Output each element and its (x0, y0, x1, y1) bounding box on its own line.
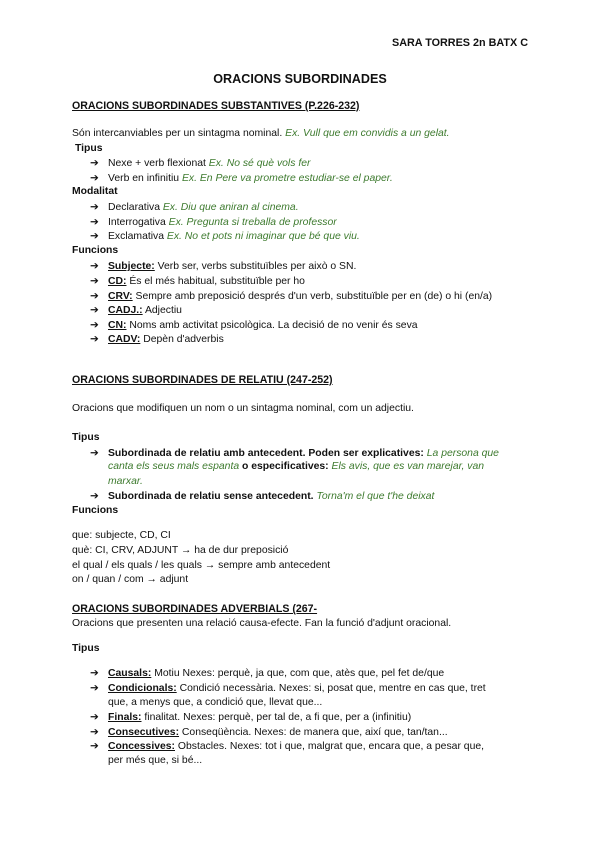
arrow-icon: ➔ (90, 727, 99, 738)
arrow-icon: ➔ (90, 158, 99, 169)
list-item: ➔ CRV: Sempre amb preposició després d'un verb, substituïble per en (de) o hi (en/a) (90, 291, 493, 302)
section-heading-adverbials: ORACIONS SUBORDINADES ADVERBIALS (267- (72, 603, 318, 615)
list-item-continuation: per més que, si bé... (108, 755, 203, 766)
list-item: ➔ Interrogativa Ex. Pregunta si treballa de professor (90, 217, 337, 228)
list-item: ➔ Causals: Motiu Nexes: perquè, ja que, com que, atès que, pel fet de/que (90, 668, 445, 679)
substantives-intro (72, 128, 450, 139)
page-title: ORACIONS SUBORDINADES (213, 72, 387, 86)
example-text: Ex. Pregunta si treballa de professor (168, 217, 337, 228)
list-item: ➔ CD: És el més habitual, substituïble per ho (90, 276, 305, 287)
arrow-icon: ➔ (90, 173, 99, 184)
arrow-icon: ➔ (90, 668, 99, 679)
list-item: ➔ Nexe + verb flexionat Ex. No sé què vols fer (90, 158, 311, 169)
arrow-icon: ➔ (90, 291, 99, 302)
intro-example: Ex. Vull que em convidis a un gelat. (285, 128, 450, 139)
arrow-icon: ➔ (90, 334, 99, 345)
funcio-line: què: CI, CRV, ADJUNT → ha de dur preposició (72, 545, 289, 556)
example-text: Ex. En Pere va prometre estudiar-se el paper. (181, 173, 393, 184)
list-item: ➔ Condicionals: Condició necessària. Nexes: si, posat que, mentre en cas que, tret (90, 683, 486, 694)
relatiu-intro: Oracions que modifiquen un nom o un sintagma nominal, com un adjectiu. (72, 403, 414, 414)
arrow-icon: ➔ (90, 276, 99, 287)
list-item: ➔ Finals: finalitat. Nexes: perquè, per tal de, a fi que, per a (infinitiu) (90, 712, 412, 723)
arrow-icon: ➔ (90, 712, 99, 723)
example-text: Ex. Diu que aniran al cinema. (162, 202, 299, 213)
list-item: ➔ Subjecte: Verb ser, verbs substituïbles per això o SN. (90, 261, 357, 272)
arrow-icon: ➔ (90, 448, 99, 459)
funcions-label: Funcions (72, 245, 119, 256)
arrow-icon: ➔ (90, 261, 99, 272)
list-item: ➔ CADV: Depèn d'adverbis (90, 334, 224, 345)
example-text: Ex. No et pots ni imaginar que bé que viu. (166, 231, 360, 242)
arrow-icon: ➔ (90, 202, 99, 213)
arrow-icon: ➔ (90, 491, 99, 502)
section-heading-relatiu: ORACIONS SUBORDINADES DE RELATIU (247-252) (72, 374, 333, 386)
list-item: ➔ Verb en infinitiu Ex. En Pere va prometre estudiar-se el paper. (90, 173, 393, 184)
list-item-continuation: marxar. (108, 476, 143, 487)
tipus-label: Tipus (72, 643, 100, 654)
list-item: ➔ Consecutives: Conseqüència. Nexes: de manera que, així que, tan/tan... (90, 727, 448, 738)
funcio-line: el qual / els quals / les quals → sempre amb antecedent (72, 560, 331, 571)
author-header: SARA TORRES 2n BATX C (392, 37, 528, 49)
tipus-label: Tipus (72, 432, 100, 443)
intro-text: Són intercanviables per un sintagma nominal. (72, 128, 283, 139)
list-item: ➔ Subordinada de relatiu amb antecedent. Poden ser explicatives: La persona que (90, 448, 499, 459)
adverbials-intro: Oracions que presenten una relació causa-efecte. Fan la funció d'adjunt oracional. (72, 618, 452, 629)
funcio-line: on / quan / com → adjunt (72, 574, 189, 585)
arrow-icon: ➔ (90, 320, 99, 331)
list-item: ➔ Declarativa Ex. Diu que aniran al cinema. (90, 202, 299, 213)
arrow-icon: ➔ (90, 741, 99, 752)
section-heading-substantives: ORACIONS SUBORDINADES SUBSTANTIVES (P.226-232) (72, 100, 360, 112)
arrow-icon: ➔ (90, 217, 99, 228)
list-item: ➔ CN: Noms amb activitat psicològica. La decisió de no venir és seva (90, 320, 418, 331)
list-item: ➔ Exclamativa Ex. No et pots ni imaginar que bé que viu. (90, 231, 360, 242)
funcions-label: Funcions (72, 505, 119, 516)
arrow-icon: ➔ (90, 305, 99, 316)
modalitat-label: Modalitat (72, 186, 118, 197)
list-item-continuation: canta els seus mals espanta o especificatives: Els avis, que es van marejar, van (108, 461, 485, 472)
list-item-continuation: que, a menys que, a condició que, llevat que... (108, 697, 323, 708)
list-item: ➔ Subordinada de relatiu sense antecedent. Torna'm el que t'he deixat (90, 491, 435, 502)
list-item: ➔ CADJ.: Adjectiu (90, 305, 182, 316)
funcio-line: que: subjecte, CD, CI (72, 530, 171, 541)
arrow-icon: ➔ (90, 231, 99, 242)
list-item: ➔ Concessives: Obstacles. Nexes: tot i que, malgrat que, encara que, a pesar que, (90, 741, 485, 752)
example-text: Ex. No sé què vols fer (208, 158, 311, 169)
arrow-icon: ➔ (90, 683, 99, 694)
tipus-label: Tipus (75, 143, 103, 154)
